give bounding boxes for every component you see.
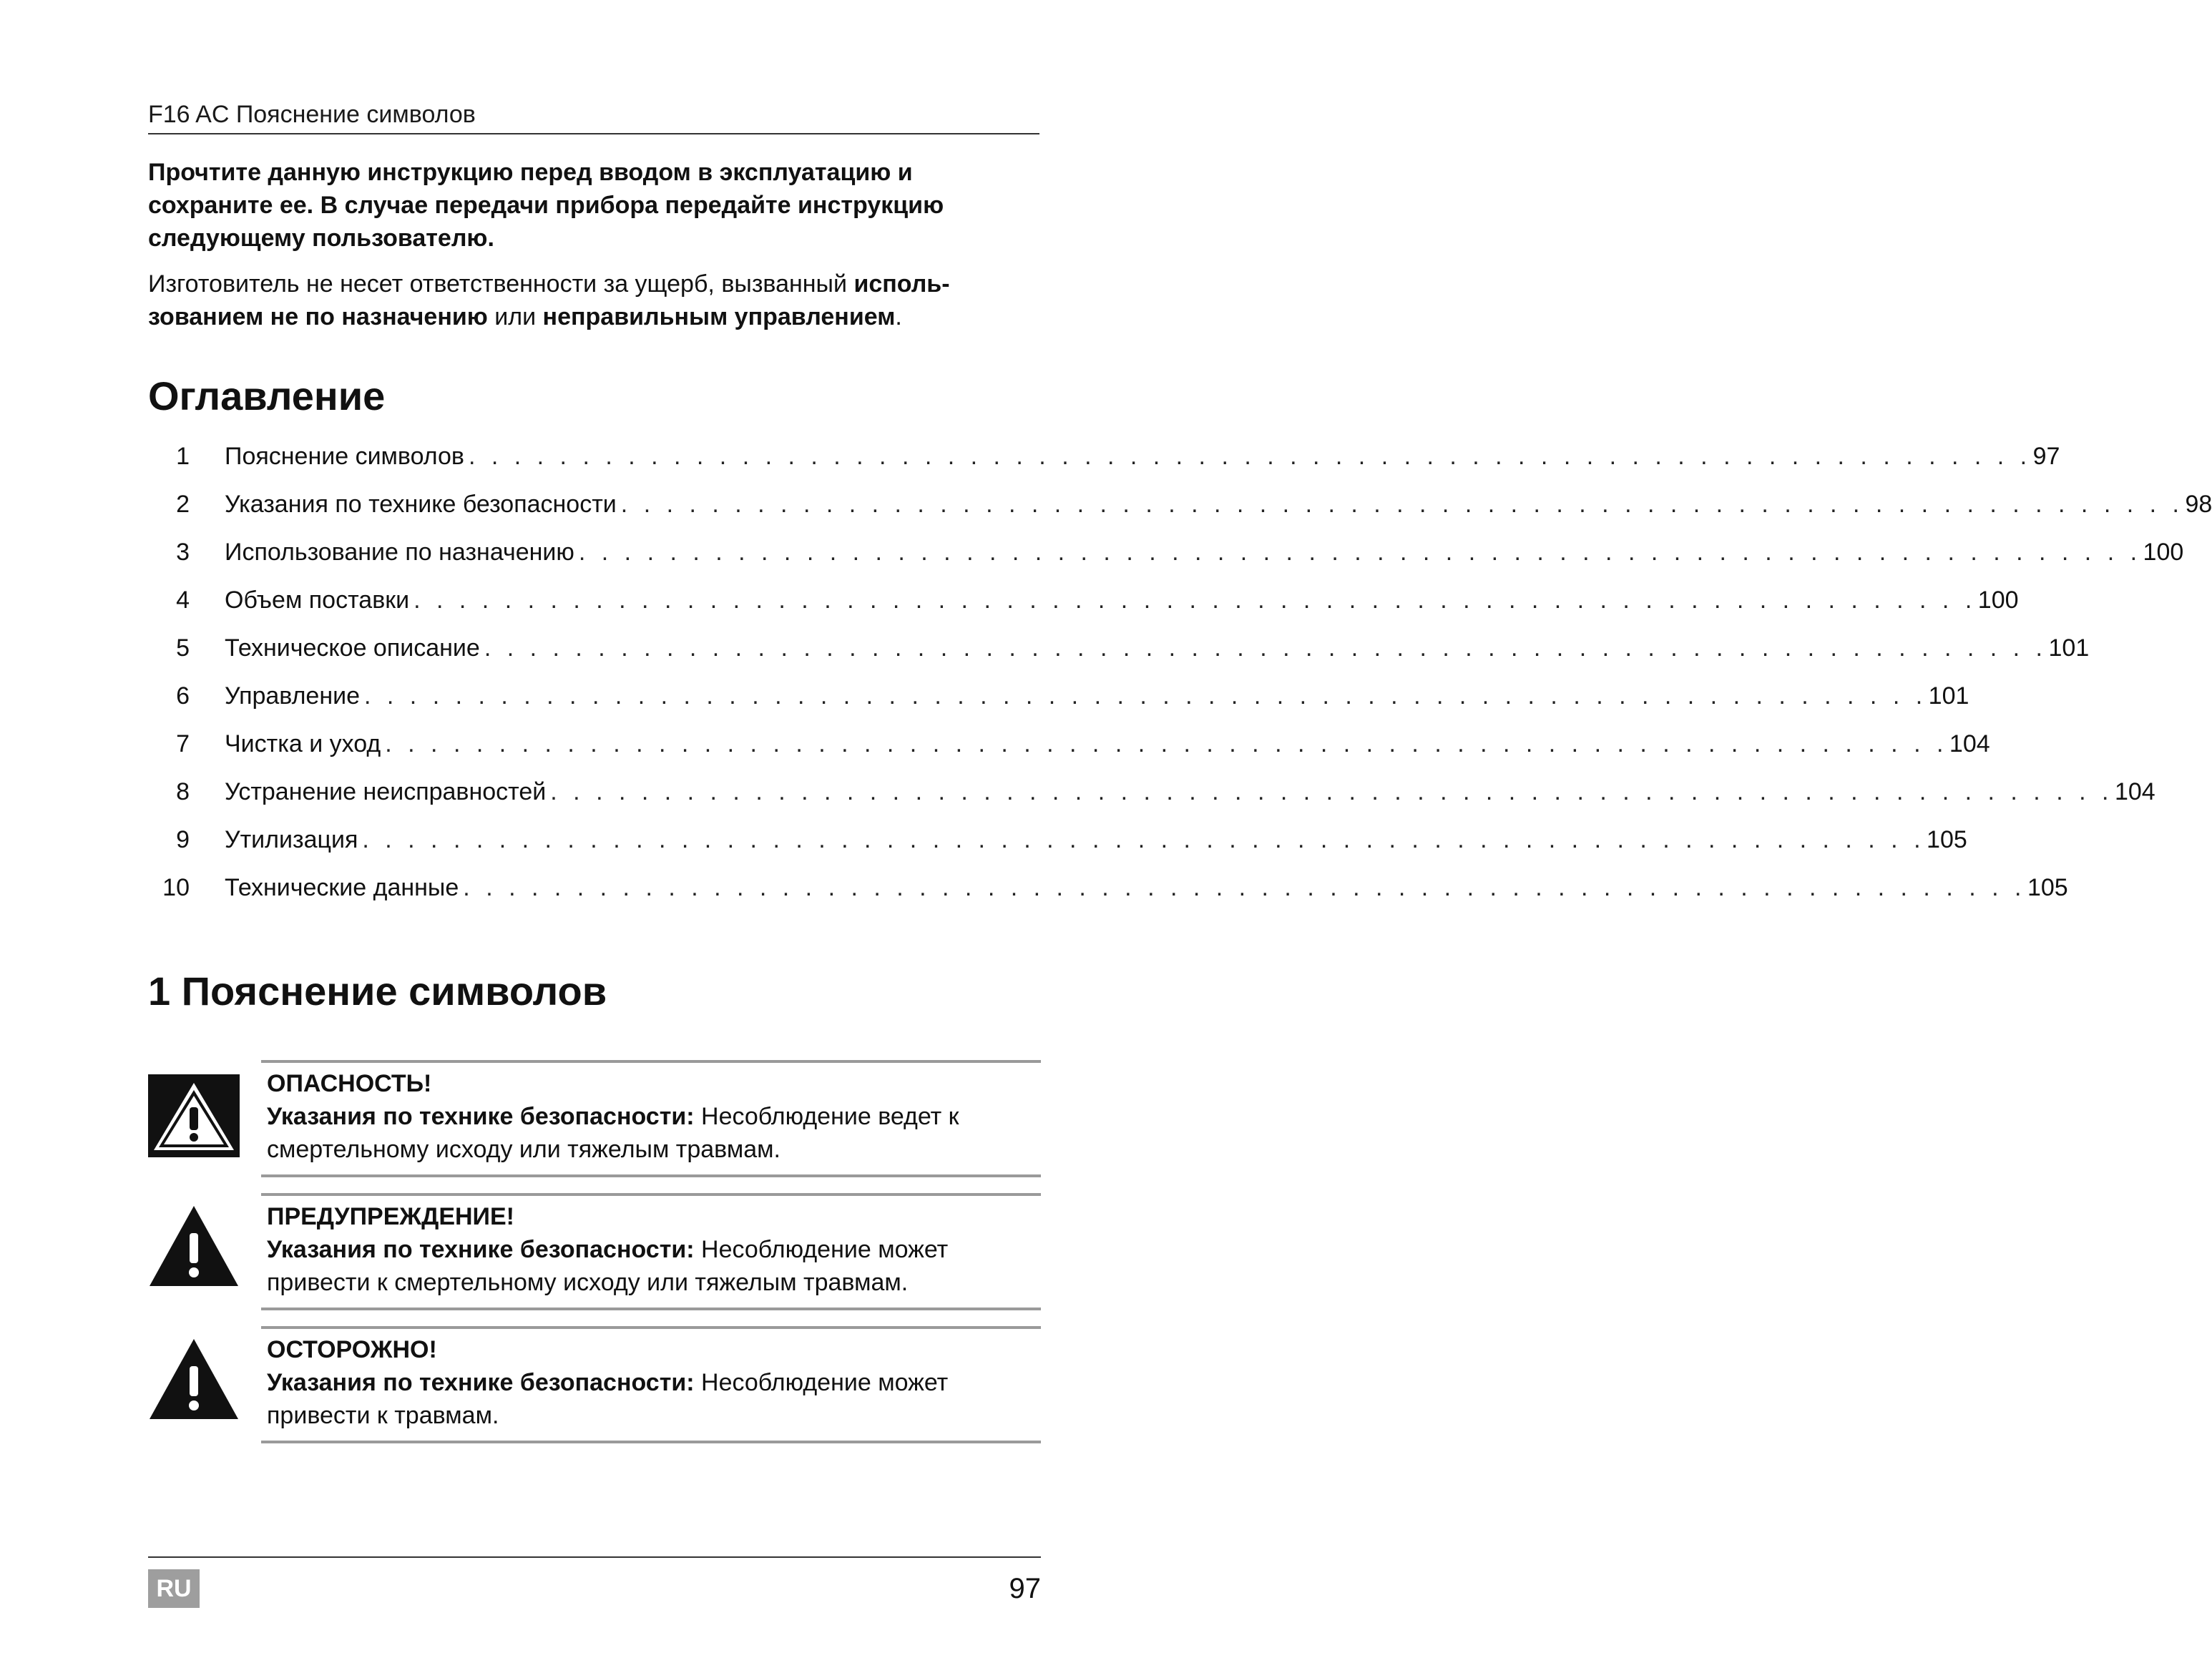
symbol-block-caution bbox=[148, 1326, 1041, 1445]
danger-warning-square-icon bbox=[148, 1074, 240, 1157]
symbol-heading: ОПАСНОСТЬ! bbox=[267, 1070, 432, 1097]
toc-entry-label: Технические данные bbox=[225, 874, 459, 901]
page-number: 97 bbox=[1009, 1573, 1041, 1604]
toc-entry-number: 5 bbox=[176, 634, 190, 662]
symbol-text: Несоблюдение может bbox=[694, 1236, 949, 1263]
toc-entry-label: Чистка и уход bbox=[225, 730, 381, 757]
toc-entry-page: 101 bbox=[1928, 682, 1969, 710]
liability-text: или bbox=[487, 303, 543, 330]
toc-entry-page: 100 bbox=[2143, 539, 2184, 566]
toc-dot-leader: . . . . . . . . . . . . . . . . . . . . . . . . . . . . . . . . . . . . . . . . . . . . . . . . . . . . . . . . . . . . . . . . . . . . . bbox=[364, 682, 1927, 710]
running-header: F16 AC Пояснение символов bbox=[148, 101, 476, 128]
toc-entry-number: 3 bbox=[176, 539, 190, 566]
warning-triangle-icon bbox=[148, 1205, 240, 1287]
toc-dot-leader: . . . . . . . . . . . . . . . . . . . . . . . . . . . . . . . . . . . . . . . . . . . . . . . . . . . . . . . . . . . . . . . . . . . . . bbox=[362, 826, 1926, 853]
symbol-text: Несоблюдение может bbox=[694, 1369, 949, 1396]
toc-entry-label: Указания по технике безопасности bbox=[225, 491, 617, 518]
toc-entry[interactable] bbox=[148, 629, 2090, 677]
toc-entry-page: 104 bbox=[1949, 730, 1990, 757]
toc-entry[interactable] bbox=[148, 486, 2212, 534]
toc-entry-number: 9 bbox=[176, 826, 190, 853]
toc-entry-page: 98 bbox=[2185, 491, 2212, 518]
liability-line-2 bbox=[148, 300, 1039, 333]
toc-dot-leader: . . . . . . . . . . . . . . . . . . . . . . . . . . . . . . . . . . . . . . . . . . . . . . . . . . . . . . . . . . . . . . . . . . . . . bbox=[550, 778, 2113, 805]
toc-entry-page: 101 bbox=[2048, 634, 2090, 662]
caution-triangle-icon bbox=[148, 1338, 240, 1421]
symbol-bottom-rule bbox=[261, 1441, 1041, 1443]
symbol-heading: ПРЕДУПРЕЖДЕНИЕ! bbox=[267, 1203, 514, 1230]
toc-entry-page: 105 bbox=[1927, 826, 1967, 853]
liability-emphasis: зованием не по назначению bbox=[148, 303, 488, 330]
toc-entry-number: 2 bbox=[176, 491, 190, 518]
toc-entry[interactable] bbox=[148, 821, 1967, 869]
toc-entry-label: Объем поставки bbox=[225, 587, 410, 614]
symbol-description bbox=[267, 1366, 1041, 1432]
intro-notice-line: сохраните ее. В случае передачи прибора передайте инструкцию bbox=[148, 192, 944, 219]
toc-entry[interactable] bbox=[148, 438, 2060, 486]
toc-entry-label: Пояснение символов bbox=[225, 443, 464, 470]
section-title: 1 Пояснение символов bbox=[148, 968, 607, 1014]
toc-entry-page: 104 bbox=[2114, 778, 2155, 805]
toc-dot-leader: . . . . . . . . . . . . . . . . . . . . . . . . . . . . . . . . . . . . . . . . . . . . . . . . . . . . . . . . . . . . . . . . . . . . . bbox=[463, 874, 2026, 901]
toc-title: Оглавление bbox=[148, 373, 386, 418]
symbol-block-warning bbox=[148, 1193, 1041, 1312]
toc-entry-number: 4 bbox=[176, 587, 190, 614]
liability-text: . bbox=[895, 303, 902, 330]
symbol-block-danger bbox=[148, 1060, 1041, 1179]
toc-entry-number: 8 bbox=[176, 778, 190, 805]
toc-entry[interactable] bbox=[148, 773, 2155, 821]
toc-entry-label: Использование по назначению bbox=[225, 539, 574, 566]
liability-paragraph bbox=[148, 268, 1039, 333]
intro-notice-line: Прочтите данную инструкцию перед вводом в эксплуатацию и bbox=[148, 159, 913, 186]
toc-entry-page: 100 bbox=[1977, 587, 2019, 614]
toc-entry-label: Управление bbox=[225, 682, 361, 710]
toc-entry-label: Техническое описание bbox=[225, 634, 480, 662]
table-of-contents bbox=[148, 438, 2212, 917]
symbol-label: Указания по технике безопасности: bbox=[267, 1103, 695, 1130]
toc-entry[interactable] bbox=[148, 725, 1990, 773]
language-badge: RU bbox=[148, 1569, 200, 1608]
toc-entry-label: Устранение неисправностей bbox=[225, 778, 547, 805]
symbol-bottom-rule bbox=[261, 1308, 1041, 1310]
toc-entry-number: 7 bbox=[176, 730, 190, 757]
toc-dot-leader: . . . . . . . . . . . . . . . . . . . . . . . . . . . . . . . . . . . . . . . . . . . . . . . . . . . . . . . . . . . . . . . . . . . . . bbox=[620, 491, 2184, 518]
toc-entry-page: 105 bbox=[2027, 874, 2068, 901]
toc-dot-leader: . . . . . . . . . . . . . . . . . . . . . . . . . . . . . . . . . . . . . . . . . . . . . . . . . . . . . . . . . . . . . . . . . . . . . bbox=[484, 634, 2047, 662]
symbol-label: Указания по технике безопасности: bbox=[267, 1369, 695, 1396]
liability-line-1 bbox=[148, 268, 1039, 300]
symbol-label: Указания по технике безопасности: bbox=[267, 1236, 695, 1263]
toc-dot-leader: . . . . . . . . . . . . . . . . . . . . . . . . . . . . . . . . . . . . . . . . . . . . . . . . . . . . . . . . . . . . . . . . . . . . . bbox=[468, 443, 2032, 470]
footer-divider bbox=[148, 1556, 1041, 1558]
toc-dot-leader: . . . . . . . . . . . . . . . . . . . . . . . . . . . . . . . . . . . . . . . . . . . . . . . . . . . . . . . . . . . . . . . . . . . . . bbox=[413, 587, 1977, 614]
toc-entry[interactable] bbox=[148, 582, 2019, 629]
toc-entry-number: 6 bbox=[176, 682, 190, 710]
toc-entry[interactable] bbox=[148, 534, 2184, 582]
intro-notice-line: следующему пользователю. bbox=[148, 225, 494, 252]
header-divider bbox=[148, 133, 1039, 134]
toc-entry-page: 97 bbox=[2032, 443, 2060, 470]
symbol-heading: ОСТОРОЖНО! bbox=[267, 1336, 437, 1363]
toc-dot-leader: . . . . . . . . . . . . . . . . . . . . . . . . . . . . . . . . . . . . . . . . . . . . . . . . . . . . . . . . . . . . . . . . . . . . . bbox=[385, 730, 1948, 757]
symbol-bottom-rule bbox=[261, 1174, 1041, 1177]
toc-dot-leader: . . . . . . . . . . . . . . . . . . . . . . . . . . . . . . . . . . . . . . . . . . . . . . . . . . . . . . . . . . . . . . . . . . . . . bbox=[578, 539, 2142, 566]
intro-notice bbox=[148, 156, 1039, 255]
symbol-description bbox=[267, 1233, 1041, 1299]
toc-entry-number: 10 bbox=[162, 874, 190, 901]
symbol-text: привести к смертельному исходу или тяжелым травмам. bbox=[267, 1269, 909, 1296]
symbol-description bbox=[267, 1100, 1041, 1166]
liability-emphasis: исполь- bbox=[853, 270, 950, 298]
toc-entry[interactable] bbox=[148, 677, 1969, 725]
toc-entry[interactable] bbox=[148, 869, 2068, 917]
toc-entry-label: Утилизация bbox=[225, 826, 358, 853]
symbol-text: привести к травмам. bbox=[267, 1402, 499, 1429]
liability-emphasis: неправильным управлением bbox=[542, 303, 896, 330]
liability-text: Изготовитель не несет ответственности за ущерб, вызванный bbox=[148, 270, 854, 298]
symbol-text: Несоблюдение ведет к bbox=[694, 1103, 959, 1130]
symbol-text: смертельному исходу или тяжелым травмам. bbox=[267, 1136, 780, 1163]
toc-entry-number: 1 bbox=[176, 443, 190, 470]
